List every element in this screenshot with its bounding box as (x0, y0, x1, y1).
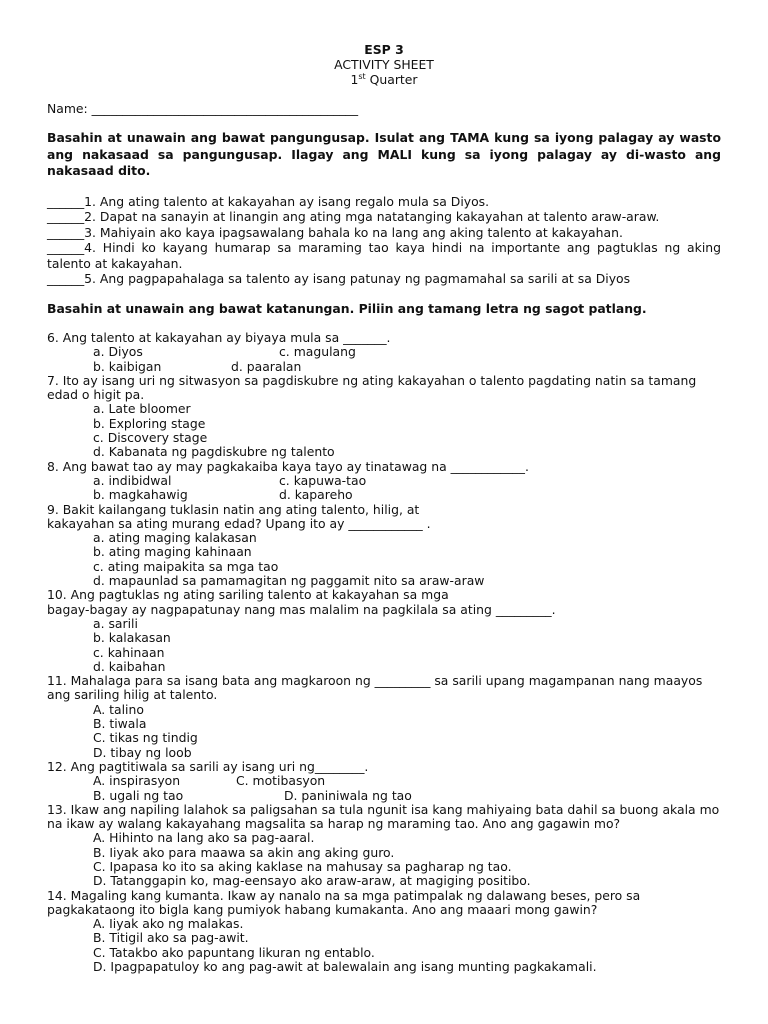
option-d[interactable]: d. Kabanata ng pagdiskubre ng talento (93, 444, 335, 460)
quarter-superscript: st (358, 71, 366, 81)
question-11 (47, 674, 721, 760)
option-c[interactable]: c. Discovery stage (93, 430, 208, 446)
option-c[interactable]: c. magulang (279, 344, 356, 360)
option-d[interactable]: d. kaibahan (93, 658, 166, 674)
option-b[interactable]: B. ugali ng tao (93, 787, 184, 803)
quarter-number: 1 (350, 72, 359, 87)
question-14 (47, 889, 721, 975)
question-stem: 12. Ang pagtitiwala sa sarili ay isang uri ng________. (47, 758, 369, 774)
quarter-word: Quarter (369, 72, 418, 87)
instruction-part-2: Basahin at unawain ang bawat katanungan. Piliin ang tamang letra ng sagot patlang. (47, 300, 647, 316)
tf-item-2[interactable]: ______2. Dapat na sanayin at linangin ang ating mga natatanging kakayahan at talento araw-araw. (47, 209, 660, 224)
option-a[interactable]: A. talino (93, 701, 144, 717)
option-c[interactable]: C. Ipapasa ko ito sa aking kaklase na mahusay sa pagharap ng tao. (93, 858, 512, 874)
option-d[interactable]: d. kapareho (279, 487, 353, 503)
question-stem: 14. Magaling kang kumanta. Ikaw ay nanalo na sa mga patimpalak ng dalawang beses, pero sa pagkakataong ito bigla kang pumiyok habang kumakanta. Ano ang maaari mong gawin? (47, 887, 641, 917)
option-d[interactable]: d. mapaunlad sa pamamagitan ng paggamit nito sa araw-araw (93, 573, 485, 589)
true-false-list (47, 194, 721, 287)
question-stem: 11. Mahalaga para sa isang bata ang magkaroon ng _________ sa sarili upang magampanan nang maayos ang sariling hilig at talento. (47, 673, 703, 703)
options (47, 345, 721, 359)
question-9 (47, 503, 721, 589)
option-d[interactable]: D. Tatanggapin ko, mag-eensayo ako araw-araw, at magiging positibo. (93, 873, 531, 889)
question-stem-line-2: kakayahan sa ating murang edad? Upang ito ay ____________ . (47, 515, 431, 531)
option-a[interactable]: A. Hihinto na lang ako sa pag-aaral. (93, 830, 315, 846)
question-6 (47, 331, 721, 374)
subject-title: ESP 3 (364, 42, 404, 57)
options (47, 474, 721, 488)
multiple-choice-list (47, 331, 721, 974)
option-a[interactable]: a. indibidwal (93, 472, 172, 488)
options (47, 789, 721, 803)
tf-item-5[interactable]: ______5. Ang pagpapahalaga sa talento ay isang patunay ng pagmamahal sa sarili at sa Diyos (47, 271, 631, 286)
option-b[interactable]: b. magkahawig (93, 487, 188, 503)
tf-item-3[interactable]: ______3. Mahiyain ako kaya ipagsawalang bahala ko na lang ang aking talento at kakayahan. (47, 224, 623, 240)
options (47, 360, 721, 374)
option-b[interactable]: b. Exploring stage (93, 415, 206, 431)
option-c[interactable]: c. kahinaan (93, 644, 165, 660)
question-12 (47, 760, 721, 803)
option-d[interactable]: d. paaralan (231, 358, 302, 374)
question-stem: 7. Ito ay isang uri ng sitwasyon sa pagdiskubre ng ating kakayahan o talento pagdating natin sa tamang edad o higit pa. (47, 372, 697, 403)
option-b[interactable]: b. kalakasan (93, 630, 171, 646)
tf-item-1[interactable]: ______1. Ang ating talento at kakayahan ay isang regalo mula sa Diyos. (47, 193, 490, 209)
option-d[interactable]: D. paniniwala ng tao (284, 787, 412, 803)
tf-item-4[interactable]: ______4. Hindi ko kayang humarap sa maraming tao kaya hindi na importante ang pagtuklas ng aking talento at kakayahan. (47, 240, 721, 271)
question-stem: 6. Ang talento at kakayahan ay biyaya mula sa _______. (47, 330, 391, 345)
question-stem-line-1: 9. Bakit kailangang tuklasin natin ang ating talento, hilig, at (47, 501, 420, 517)
option-c[interactable]: c. ating maipakita sa mga tao (93, 558, 279, 574)
instruction-part-1: Basahin at unawain ang bawat pangungusap. Isulat ang TAMA kung sa iyong palagay ay wasto ang nakasaad sa pangungusap. Ilagay ang MALI kung sa iyong palagay ay di-wasto ang nakasaad dito. (47, 130, 721, 178)
option-a[interactable]: A. Iiyak ako ng malakas. (93, 916, 244, 932)
option-c[interactable]: C. Tatakbo ako papuntang likuran ng entablo. (93, 944, 375, 960)
option-b[interactable]: B. Titigil ako sa pag-awit. (93, 930, 249, 946)
question-8 (47, 460, 721, 503)
question-10 (47, 588, 721, 674)
name-field[interactable]: Name: ___________________________________________ (47, 101, 359, 116)
sheet-header (47, 42, 721, 87)
question-stem: 8. Ang bawat tao ay may pagkakaiba kaya tayo ay tinatawag na ____________. (47, 458, 529, 474)
question-stem-line-2: bagay-bagay ay nagpapatunay nang mas malalim na pagkilala sa ating _________. (47, 601, 556, 617)
quarter-label (47, 72, 721, 87)
option-d[interactable]: D. tibay ng loob (93, 744, 192, 760)
option-a[interactable]: a. Late bloomer (93, 401, 191, 417)
option-d[interactable]: D. Ipagpapatuloy ko ang pag-awit at balewalain ang isang munting pagkakamali. (93, 959, 597, 975)
option-c[interactable]: c. kapuwa-tao (279, 472, 367, 488)
sheet-title: ACTIVITY SHEET (334, 57, 434, 72)
option-b[interactable]: b. kaibigan (93, 358, 162, 374)
option-b[interactable]: b. ating maging kahinaan (93, 544, 252, 560)
option-a[interactable]: A. inspirasyon (93, 773, 181, 789)
option-a[interactable]: a. sarili (93, 615, 138, 631)
option-a[interactable]: a. ating maging kalakasan (93, 530, 257, 546)
question-7 (47, 374, 721, 460)
option-c[interactable]: C. motibasyon (236, 773, 326, 789)
option-b[interactable]: B. Iiyak ako para maawa sa akin ang aking guro. (93, 844, 395, 860)
question-13 (47, 803, 721, 889)
options (47, 488, 721, 502)
question-stem: 13. Ikaw ang napiling lalahok sa paligsahan sa tula ngunit isa kang mahiyaing bata dahil sa buong akala mo na ikaw ay walang kakayahang magsalita sa harap ng maraming tao. Ano ang gagawin mo? (47, 801, 720, 832)
activity-sheet (47, 42, 721, 974)
option-c[interactable]: C. tikas ng tindig (93, 730, 198, 746)
question-stem-line-1: 10. Ang pagtuklas ng ating sariling talento at kakayahan sa mga (47, 587, 449, 603)
option-a[interactable]: a. Diyos (93, 344, 143, 360)
options (47, 774, 721, 788)
option-b[interactable]: B. tiwala (93, 716, 147, 732)
